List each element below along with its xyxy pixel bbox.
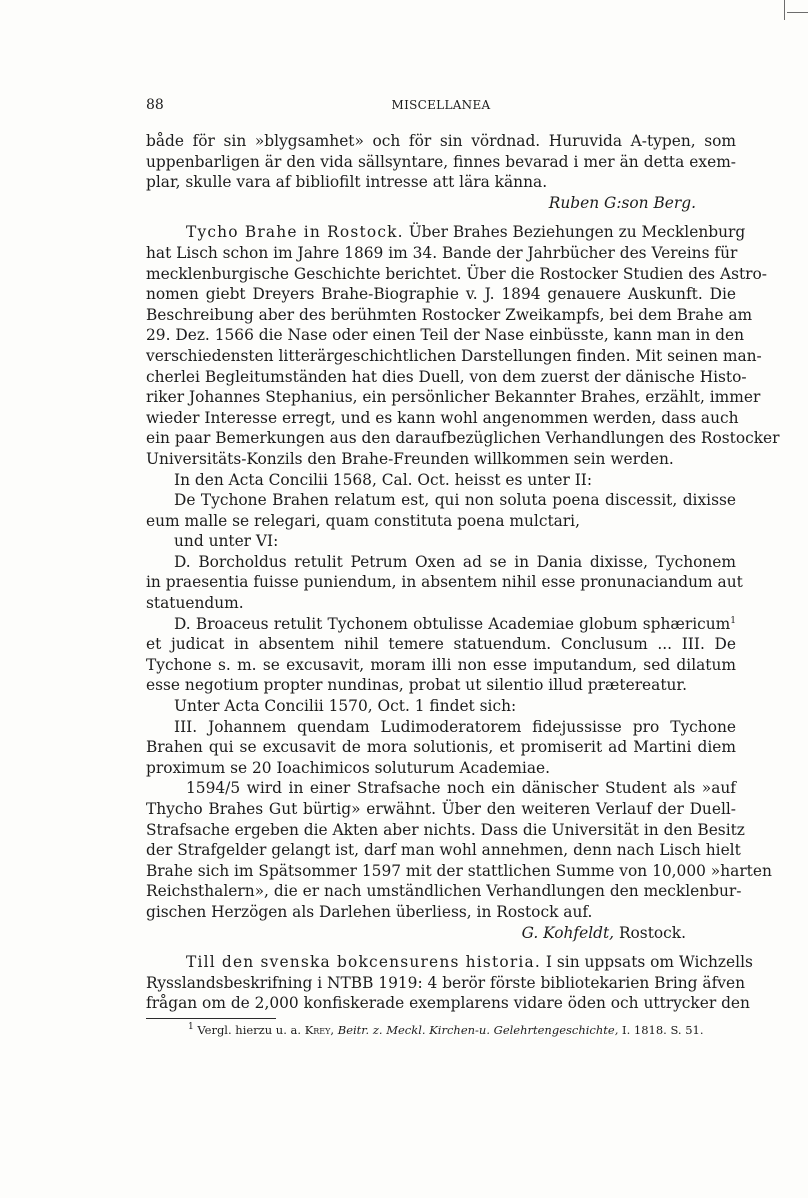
text-line: wieder Interesse erregt, und es kann wohl angenommen werden, dass auch (146, 408, 739, 427)
footnote-mark: 1 (188, 1022, 194, 1033)
text-line: gischen Herzögen als Darlehen überliess, in Rostock auf. (146, 902, 593, 921)
text-line: verschiedensten litterärgeschichtlichen Darstellungen finden. Mit seinen man- (146, 346, 762, 365)
text-line: 1594/5 wird in einer Strafsache noch ein dänischer Student als »auf (186, 779, 736, 798)
crop-mark-vertical (784, 0, 785, 20)
text-fragment: I sin uppsats om Wichzells (545, 953, 753, 972)
text-line: Universitäts-Konzils den Brahe-Freunden willkommen sein werden. (146, 449, 674, 468)
text-line: Reichsthalern», die er nach umständlichen Verhandlungen den mecklenbur- (146, 882, 742, 901)
footnote-author: Krey, (304, 1022, 335, 1037)
text-line: Thycho Brahes Gut bürtig» erwähnt. Über den weiteren Verlauf der Duell- (146, 800, 736, 818)
text-line: ein paar Bemerkungen aus den daraufbezüglichen Verhandlungen des Rostocker (146, 429, 780, 448)
page (146, 97, 780, 1037)
text-line: der Strafgelder gelangt ist, darf man wohl annehmen, denn nach Lisch hielt (146, 841, 741, 860)
text-line: mecklenburgische Geschichte berichtet. Über die Rostocker Studien des Astro- (146, 264, 767, 283)
text-line: frågan om de 2,000 konfiskerade exemplarens vidare öden och uttrycker den (146, 994, 750, 1013)
text-line: und unter VI: (174, 532, 279, 551)
footnote-prefix: Vergl. hierzu u. a. (197, 1022, 302, 1037)
signature-berg: Ruben G:son Berg. (548, 193, 696, 212)
section-gap (146, 213, 736, 222)
text-line: Strafsache ergeben die Akten aber nichts. Dass die Universität in den Besitz (146, 820, 745, 839)
quote-line: esse negotium propter nundinas, probat ut silentio illud prætereatur. (146, 676, 687, 695)
page-header (146, 97, 736, 119)
footnote (146, 1023, 736, 1037)
page-number: 88 (146, 97, 164, 113)
text-line: In den Acta Concilii 1568, Cal. Oct. heisst es unter II: (174, 470, 593, 489)
quote-line: Brahen qui se excusavit de mora solutionis, et promiserit ad Martini diem (146, 738, 736, 757)
text-line: riker Johannes Stephanius, ein persönlicher Bekannter Brahes, erzählt, immer (146, 388, 761, 407)
running-title: MISCELLANEA (391, 98, 491, 112)
text-line: cherlei Begleitumständen hat dies Duell, von dem zuerst der dänische Histo- (146, 367, 747, 386)
quote-line: et judicat in absentem nihil temere statuendum. Conclusum ... III. De (146, 635, 736, 654)
section-first-line (146, 222, 746, 243)
footnote-rule (146, 1018, 276, 1019)
text-line: Rysslandsbeskrifning i NTBB 1919: 4 berör förste bibliotekarien Bring äfven (146, 973, 746, 992)
section-heading-bokcensur: Till den svenska bokcensurens historia. (186, 953, 541, 972)
crop-mark-horizontal (787, 12, 808, 13)
text-line: Beschreibung aber des berühmten Rostocker Zweikampfs, bei dem Brahe am (146, 305, 753, 324)
signature-place: Rostock. (618, 923, 686, 942)
body-text (146, 131, 780, 1037)
text-line: både för sin »blygsamhet» och för sin vördnad. Huruvida A-typen, som (146, 132, 736, 150)
text-line: Brahe sich im Spätsommer 1597 mit der stattlichen Summe von 10,000 »harten (146, 861, 772, 880)
signature-name: G. Kohfeldt, (521, 923, 615, 942)
quote-line: eum malle se relegari, quam constituta poena mulctari, (146, 511, 580, 530)
quote-line: D. Borcholdus retulit Petrum Oxen ad se in Dania dixisse, Tychonem (174, 552, 736, 571)
quote-line: in praesentia fuisse puniendum, in absentem nihil esse pronunaciandum aut (146, 573, 743, 592)
text-line: 29. Dez. 1566 die Nase oder einen Teil der Nase einbüsste, kann man in den (146, 326, 745, 345)
quote-line: III. Johannem quendam Ludimoderatorem fidejussisse pro Tychone (174, 717, 736, 736)
section-gap (146, 943, 736, 952)
text-line: Unter Acta Concilii 1570, Oct. 1 findet sich: (174, 697, 517, 716)
text-line: hat Lisch schon im Jahre 1869 im 34. Bande der Jahrbücher des Vereins für (146, 243, 738, 262)
section-heading-tycho-brahe: Tycho Brahe in Rostock. (186, 223, 404, 242)
text-fragment: D. Broaceus retulit Tychonem obtulisse Academiae globum sphæricum (174, 614, 731, 633)
quote-line: statuendum. (146, 594, 244, 613)
text-line: uppenbarligen är den vida sällsyntare, finnes bevarad i mer än detta exem- (146, 152, 736, 171)
quote-line (146, 614, 736, 635)
text-line: plar, skulle vara af bibliofilt intresse att lära känna. (146, 173, 548, 192)
quote-line: De Tychone Brahen relatum est, qui non soluta poena discessit, dixisse (174, 491, 736, 510)
text-line: nomen giebt Dreyers Brahe-Biographie v. J. 1894 genauere Auskunft. Die (146, 285, 736, 304)
quote-line: proximum se 20 Ioachimicos soluturum Academiae. (146, 758, 551, 777)
footnote-suffix: I. 1818. S. 51. (622, 1022, 704, 1037)
quote-line: Tychone s. m. se excusavit, moram illi non esse imputandum, sed dilatum (146, 655, 736, 674)
footnote-reference: 1 (730, 615, 736, 626)
text-fragment: Über Brahes Beziehungen zu Mecklenburg (408, 223, 746, 242)
signature-kohfeldt (146, 923, 736, 944)
footnote-title: Beitr. z. Meckl. Kirchen-u. Gelehrtengeschichte, (337, 1022, 619, 1037)
section-first-line (146, 952, 753, 973)
